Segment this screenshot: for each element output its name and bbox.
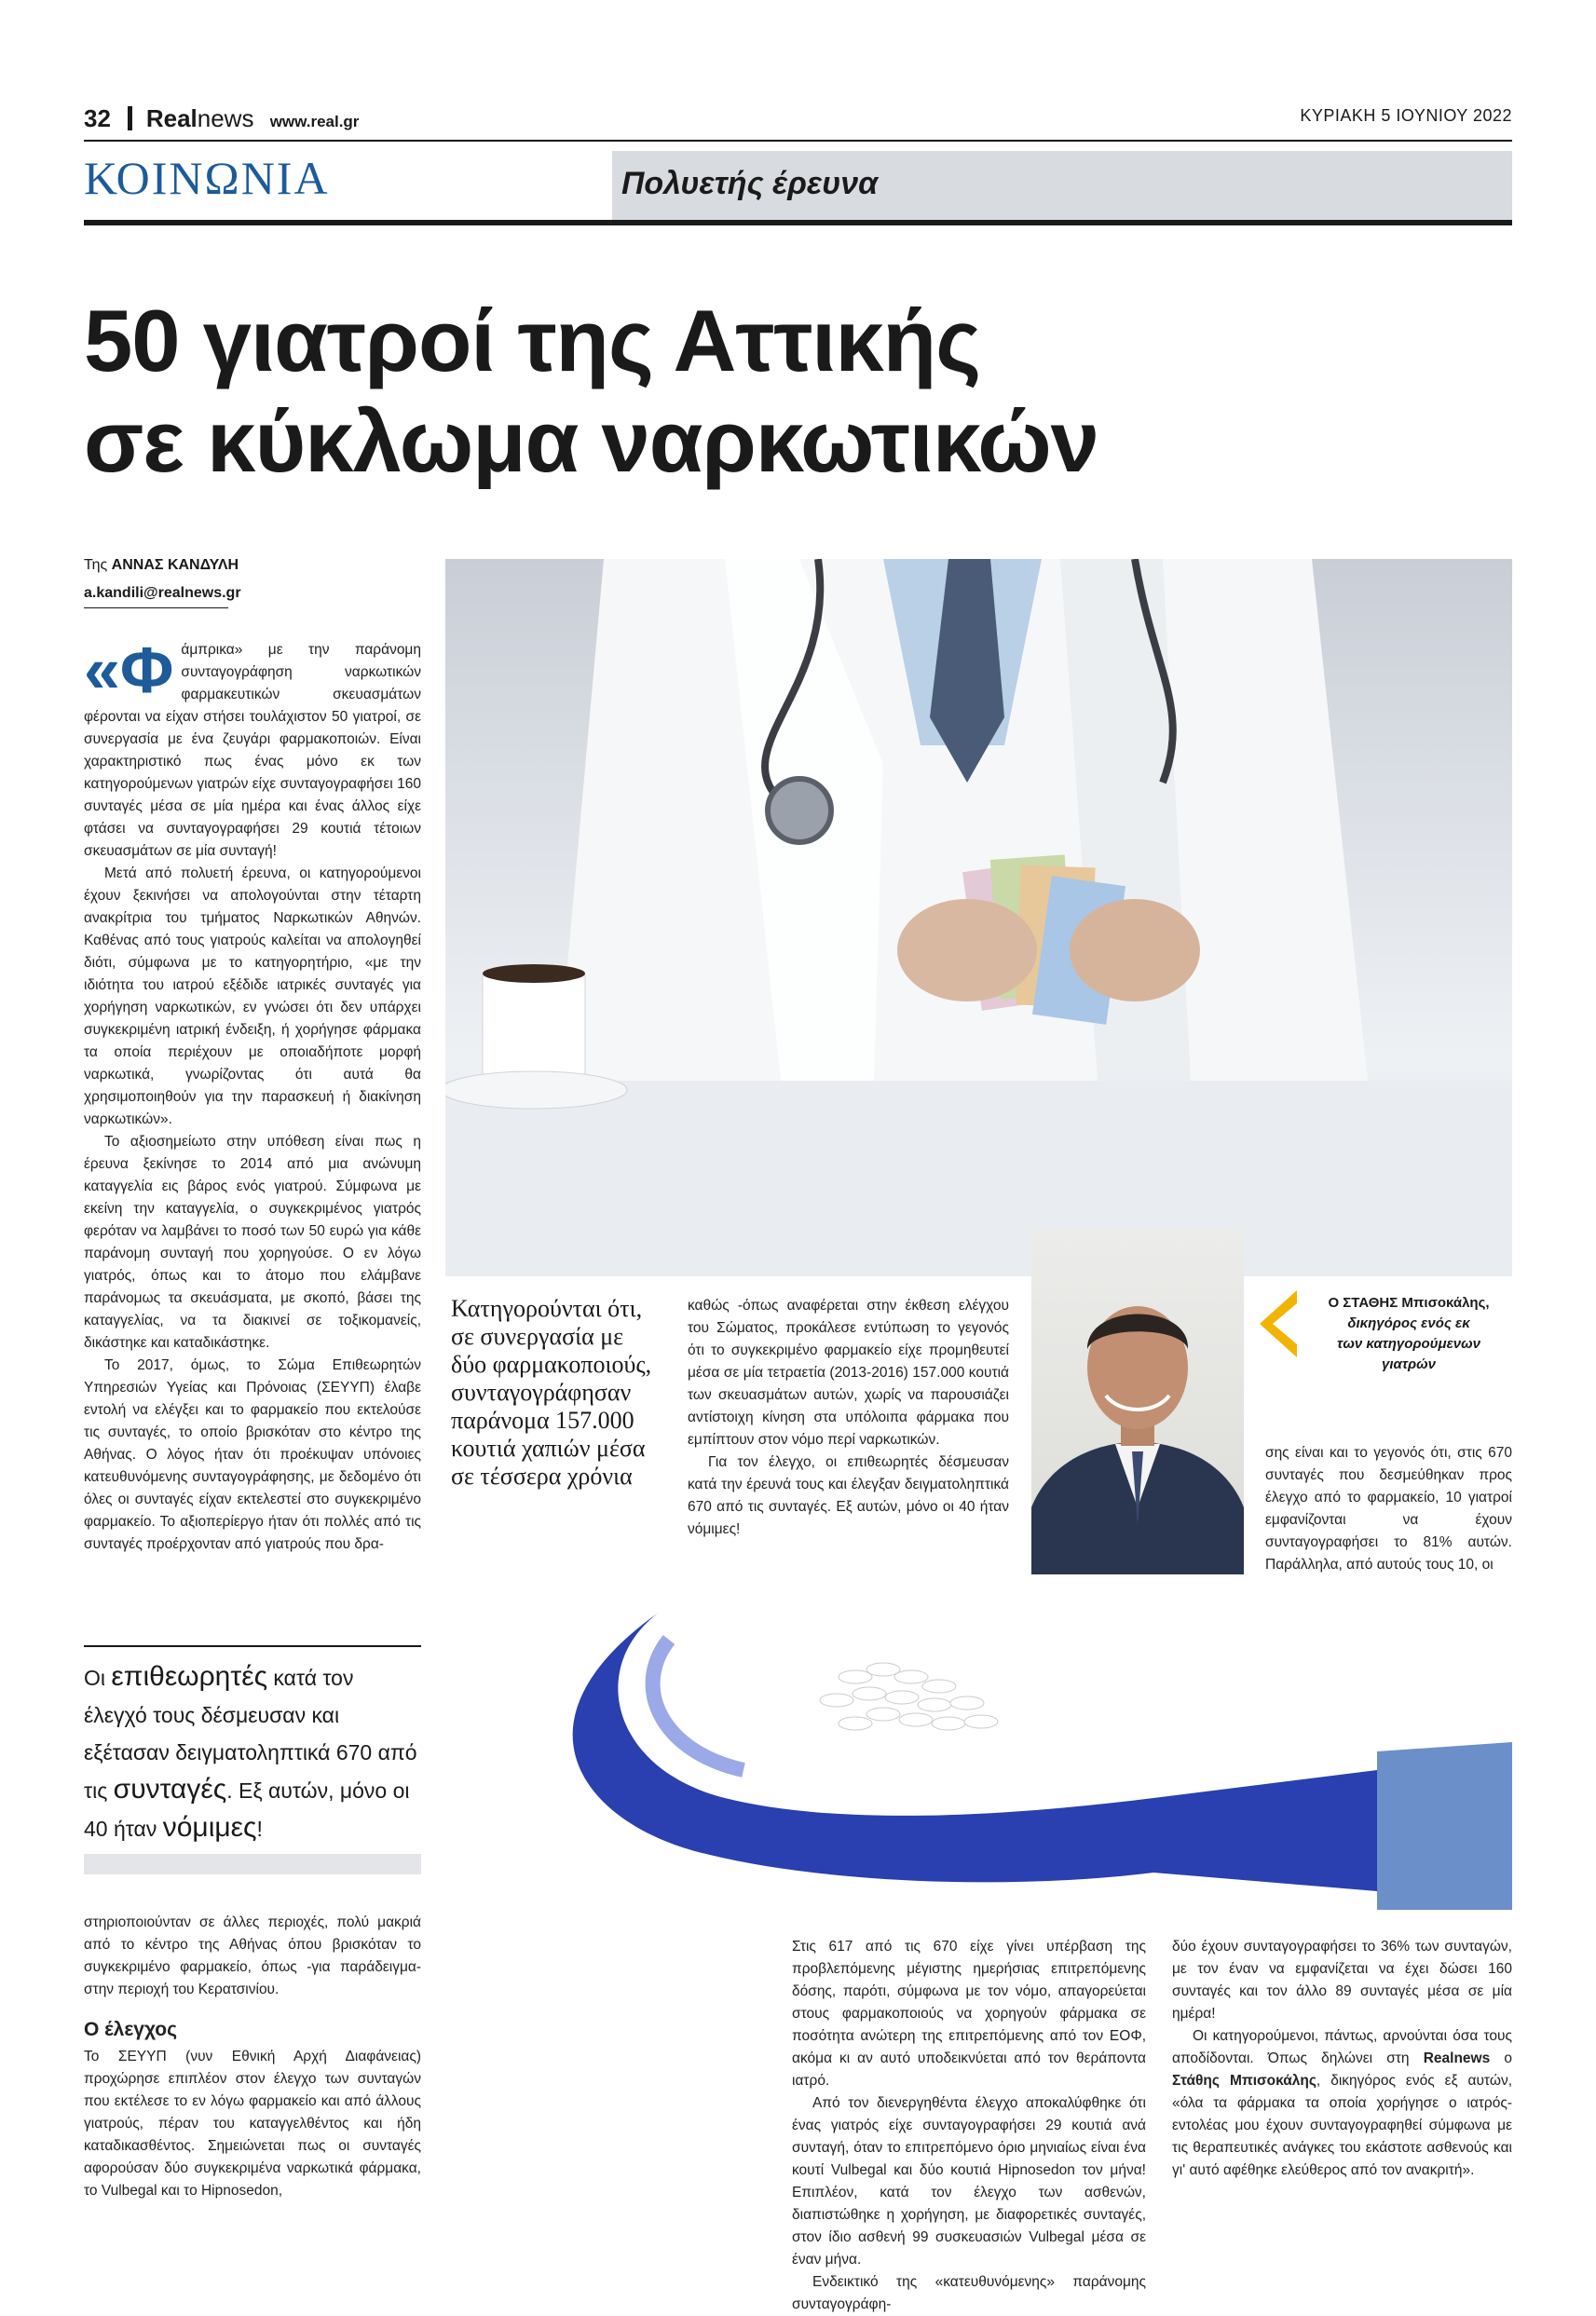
- website[interactable]: www.real.gr: [269, 113, 360, 130]
- header-divider: [128, 106, 132, 130]
- article-column-5: [1172, 1936, 1512, 2182]
- headline-line-2: σε κύκλωμα ναρκωτικών: [84, 392, 1098, 490]
- paragraph: Το 2017, όμως, το Σώμα Επιθεωρητών Υπηρεσιών Υγείας και Πρόνοιας (ΣΕΥΥΠ) έλαβε εντολή να ελέγξει και το φαρμακείο που εκτελούσε τις συνταγές, το οποίο βρισκόταν στο κέντρο της Αθήνας. Ο λόγος ήταν ότι προέκυψαν υπόνοιες κατευθυνόμενης συνταγογράφησης, με δεδομένο ότι όλες οι συνταγές είχαν εκτελεστεί στο συγκεκριμένο φαρμακείο. Το αξιοπερίεργο ήταν ότι πολλές από τις συνταγές προέρχονταν από γιατρούς που δρα-: [84, 1357, 421, 1552]
- paragraph: Το ΣΕΥΥΠ (νυν Εθνική Αρχή Διαφάνειας) προχώρησε επιπλέον στον έλεγχο των συνταγών που εκτέλεσε το εν λόγω φαρμακείο και από άλλους γιατρούς, πέραν του καταγγελθέντος και ήδη καταδικασθέντος. Σημειώνεται πως οι συνταγές αφορούσαν δύο συγκεκριμένα ναρκωτικά φάρμακα, το Vulbegal και το Hipnosedon,: [84, 2049, 421, 2199]
- caption-arrow-cut: [1273, 1303, 1297, 1344]
- portrait-photo: [1031, 1228, 1244, 1574]
- paragraph: στηριοποιούνταν σε άλλες περιοχές, πολύ μακριά από το κέντρο της Αθήνας όπου βρισκόταν το συγκεκριμένο φαρμακείο, όπως -για παράδειγμα- στην περιοχή του Κερατσινίου.: [84, 1914, 421, 1997]
- portrait-caption: Ο ΣΤΑΘΗΣ Μπισοκάλης, δικηγόρος ενός εκ των κατηγορούμενων γιατρών: [1328, 1295, 1490, 1372]
- glove-pills-photo: [445, 1584, 1512, 1910]
- header-rule: [84, 140, 1512, 142]
- pull-quote-left: Οι επιθεωρητές κατά τον έλεγχό τους δέσμευσαν και εξέτασαν δειγματοληπτικά 670 από τις συνταγές. Εξ αυτών, μόνο οι 40 ήταν νόμιμες!: [84, 1661, 417, 1843]
- doctor-illustration: [445, 559, 1512, 1276]
- page-header: [84, 104, 359, 133]
- article-column-3: [1265, 1442, 1512, 1576]
- lawyer-portrait: [1031, 1228, 1244, 1574]
- paragraph: Από τον διενεργηθέντα έλεγχο αποκαλύφθηκε ότι ένας γιατρός είχε συνταγογραφήσει 29 κουτιά ανά συνταγή, όταν το επιτρεπόμενο όριο μηνιαίως είναι ένα κουτί Vulbegal και δύο κουτιά Hipnosedon τον μήνα! Επιπλέον, κατά τον έλεγχο των ασθενών, διαπιστώθηκε η χορήγηση, με διαφορετικές συνταγές, στον ίδιο ασθενή 99 συσκευασιών Vulbegal μέσα σε έναν μήνα.: [792, 2095, 1146, 2268]
- byline-email[interactable]: a.kandili@realnews.gr: [84, 585, 241, 601]
- issue-date: ΚΥΡΙΑΚΗ 5 ΙΟΥΝΙΟΥ 2022: [1300, 106, 1512, 125]
- paragraph: Στις 617 από τις 670 είχε γίνει υπέρβαση της προβλεπόμενης μέγιστης ημερήσιας επιτρεπόμενης δόσης, παρότι, σύμφωνα με τον νόμο, απαγορεύεται στους φαρμακοποιούς να χορηγούν φάρμακα σε ποσότητα ανώτερη της επιτρεπόμενης από τον ΕΟΦ, ακόμα κι αν αυτό υποδεικνύεται από τον θεράποντα ιατρό.: [792, 1939, 1146, 2089]
- page-number: 32: [84, 104, 111, 132]
- article-column-4: [792, 1936, 1146, 2316]
- kicker-bar: [612, 151, 1512, 220]
- paragraph: Οι κατηγορούμενοι, πάντως, αρνούνται όσα τους αποδίδονται. Όπως δηλώνει στη Realnews ο Στάθης Μπισοκάλης, δικηγόρος ενός εξ αυτών, «όλα τα φάρμακα τα οποία χορήγησε ο ιατρός-εντολέας μου έχουν συνταγογραφηθεί σύμφωνα με τις θεραπευτικές ανάγκες του εκάστοτε ασθενούς και γι' αυτό αφέθηκε ελεύθερος από τον ανακριτή».: [1172, 2028, 1512, 2178]
- pull-quote-band: [84, 1854, 421, 1874]
- byline-author: ΑΝΝΑΣ ΚΑΝΔΥΛΗ: [111, 557, 239, 573]
- kicker-label: Πολυετής έρευνα: [621, 166, 879, 201]
- pull-quote-rule: [84, 1645, 421, 1647]
- glove-pills-illustration: [445, 1584, 1512, 1910]
- main-photo: [445, 559, 1512, 1276]
- headline-line-1: 50 γιατροί της Αττικής: [84, 292, 981, 389]
- article-column-2: [688, 1295, 1009, 1541]
- pull-quote-mid: Κατηγορούνται ότι, σε συνεργασία με δύο φαρμακοποιούς, συνταγογράφησαν παράνομα 157.000 κουτιά χαπιών μέσα σε τέσσερα χρόνια: [451, 1295, 652, 1490]
- paragraph: Ενδεικτικό της «κατευθυνόμενης» παράνομης συνταγογράφη-: [792, 2274, 1146, 2312]
- paragraph: Το αξιοσημείωτο στην υπόθεση είναι πως η έρευνα ξεκίνησε το 2014 από μια ανώνυμη καταγγελία εις βάρος ενός γιατρού. Σύμφωνα με εκείνη την καταγγελία, ο συγκεκριμένος γιατρός φερόταν να λαμβάνει το ποσό των 50 ευρώ για κάθε παράνομη συνταγή που χορηγούσε. Ο εν λόγω γιατρός, όπως και το άτομο που ελάμβανε παράνομως τα σκευάσματα, με σκοπό, βάσει της καταγγελίας, να τα διακινεί σε τοξικομανείς, δικάστηκε και καταδικάστηκε.: [84, 1134, 421, 1351]
- article-column-1: [84, 633, 421, 1556]
- brand-logo: Realnews: [145, 104, 254, 132]
- paragraph: καθώς -όπως αναφέρεται στην έκθεση ελέγχου του Σώματος, προκάλεσε εντύπωση το γεγονός ότι το συγκεκριμένο φαρμακείο είχε προμηθευτεί μέσα σε μία τετραετία (2013-2016) 157.000 κουτιά των σκευασμάτων αυτών, χωρίς να παρουσιάζει αντίστοιχη κίνηση στα υπόλοιπα φάρμακα που εμπίπτουν στον νόμο περί ναρκωτικών.: [688, 1298, 1009, 1448]
- lead-paragraph: «Φάμπρικα» με την παράνομη συνταγογράφηση ναρκωτικών φαρμακευτικών σκευασμάτων φέρονται να είχαν στήσει τουλάχιστον 50 γιατροί, σε συνεργασία με ένα ζευγάρι φαρμακοποιών. Είναι χαρακτηριστικό πως ένας μόνο εκ των κατηγορούμενων γιατρών είχε συνταγογραφήσει 160 συνταγές μέσα σε μία ημέρα και ένας άλλος είχε φτάσει να συνταγογραφήσει 29 κουτιά τέτοιων σκευασμάτων σε μία συνταγή!: [84, 633, 421, 859]
- article-column-1-bottom: [84, 1912, 421, 2202]
- paragraph: δύο έχουν συνταγογραφήσει το 36% των συνταγών, με τον έναν να εμφανίζεται να έχει δώσει 160 συνταγές και τον άλλο 89 συνταγές μέσα σε μία ημέρα!: [1172, 1939, 1512, 2022]
- byline-rule: [84, 607, 228, 608]
- byline: Της ΑΝΝΑΣ ΚΑΝΔΥΛΗ: [84, 557, 239, 573]
- dropcap: «Φ: [84, 633, 174, 706]
- paragraph: Μετά από πολυετή έρευνα, οι κατηγορούμενοι έχουν ξεκινήσει να απολογούνται στην τέταρτη ανακρίτρια του τμήματος Ναρκωτικών Αθηνών. Καθένας από τους γιατρούς καλείται να απολογηθεί διότι, σύμφωνα με το κατηγορητήριο, «με την ιδιότητα του ιατρού εξέδιδε ιατρικές συνταγές για χορήγηση ναρκωτικών, εν γνώσει ότι δεν υπάρχει συγκεκριμένη ιατρική ένδειξη, ή χορήγησε φάρμακα τα οποία περιέχουν με οποιαδήποτε μορφή ναρκωτικά, γνωρίζοντας ότι αυτά θα χρησιμοποιηθούν για την παρασκευή ή διακίνηση ναρκωτικών».: [84, 865, 421, 1127]
- paragraph: σης είναι και το γεγονός ότι, στις 670 συνταγές που δεσμεύθηκαν προς έλεγχο από το φαρμακείο, 10 γιατροί εμφανίζονται να έχουν συνταγογραφήσει το 81% αυτών. Παράλληλα, από αυτούς τους 10, οι: [1265, 1445, 1512, 1573]
- section-label: ΚΟΙΝΩΝΙΑ: [84, 152, 330, 204]
- section-rule: [84, 220, 1512, 225]
- subhead: Ο έλεγχος: [84, 2019, 178, 2040]
- paragraph: Για τον έλεγχο, οι επιθεωρητές δέσμευσαν κατά την έρευνά τους και έλεγξαν δειγματοληπτικά 670 από τις συνταγές. Εξ αυτών, μόνο οι 40 ήταν νόμιμες!: [688, 1454, 1009, 1537]
- headline: [84, 291, 1098, 492]
